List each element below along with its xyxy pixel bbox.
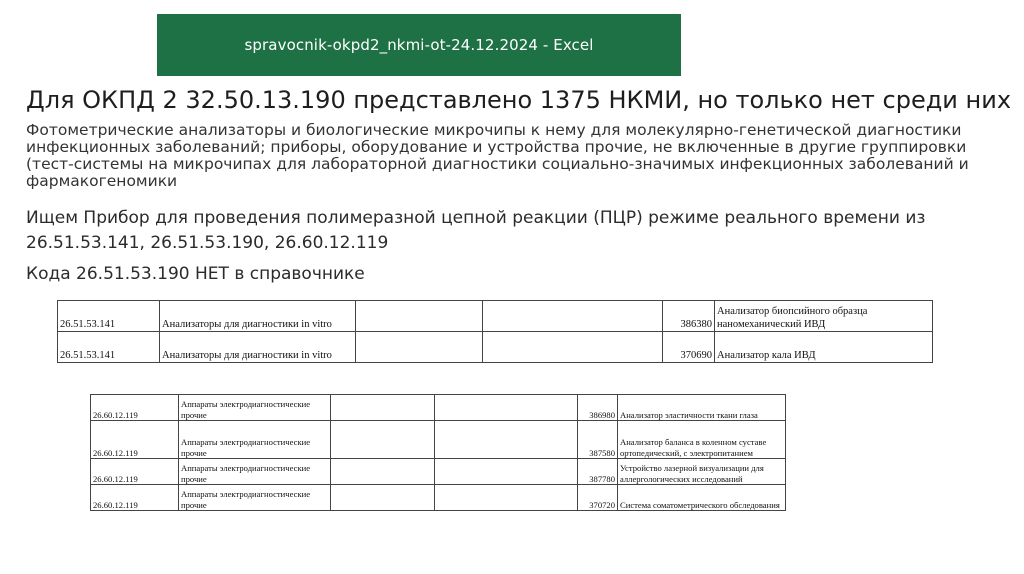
group-cell: Анализаторы для диагностики in vitro	[160, 332, 356, 363]
code-cell: 26.60.12.119	[91, 459, 179, 485]
code-cell: 26.60.12.119	[91, 421, 179, 459]
group-cell: Аппараты электродиагностические прочие	[179, 485, 331, 511]
empty-cell	[331, 395, 435, 421]
table-row	[91, 485, 786, 511]
code-cell: 26.51.53.141	[58, 301, 160, 332]
table-row	[91, 395, 786, 421]
note-paragraph: Кода 26.51.53.190 НЕТ в справочнике	[26, 264, 365, 284]
slide-headline: Для ОКПД 2 32.50.13.190 представлено 1375 НКМИ, но только нет среди них	[26, 86, 1012, 114]
empty-cell	[435, 421, 578, 459]
name-cell: Анализатор баланса в коленном суставе ортопедический, с электропитанием	[618, 421, 786, 459]
group-cell: Аппараты электродиагностические прочие	[179, 459, 331, 485]
id-cell: 387580	[578, 421, 618, 459]
window-title: spravocnik-okpd2_nkmi-ot-24.12.2024 - Excel	[244, 36, 594, 54]
code-cell: 26.60.12.119	[91, 395, 179, 421]
search-paragraph: Ищем Прибор для проведения полимеразной цепной реакции (ПЦР) режиме реального времени из 26.51.53.141, 26.51.53.190, 26.60.12.119	[26, 208, 926, 253]
empty-cell	[483, 301, 663, 332]
spreadsheet-excerpt-1	[57, 300, 933, 363]
id-cell: 370720	[578, 485, 618, 511]
group-cell: Аппараты электродиагностические прочие	[179, 395, 331, 421]
empty-cell	[483, 332, 663, 363]
name-cell: Анализатор эластичности ткани глаза	[618, 395, 786, 421]
code-cell: 26.51.53.141	[58, 332, 160, 363]
okpd-description: Фотометрические анализаторы и биологические микрочипы к нему для молекулярно-генетической диагностики инфекционных заболеваний; приборы, оборудование и устройства прочие, не включенные в другие группировки (тест-системы на микрочипах для лабораторной диагностики социально-значимых инфекционных заболеваний и фармакогеномики	[26, 121, 969, 190]
empty-cell	[331, 485, 435, 511]
empty-cell	[356, 332, 483, 363]
table-row	[58, 301, 933, 332]
id-cell: 387780	[578, 459, 618, 485]
spreadsheet-excerpt-2	[90, 394, 786, 511]
group-cell: Аппараты электродиагностические прочие	[179, 421, 331, 459]
group-cell: Анализаторы для диагностики in vitro	[160, 301, 356, 332]
name-cell: Анализатор кала ИВД	[715, 332, 933, 363]
empty-cell	[356, 301, 483, 332]
name-cell: Анализатор биопсийного образца наномеханический ИВД	[715, 301, 933, 332]
name-cell: Устройство лазерной визуализации для аллергологических исследований	[618, 459, 786, 485]
id-cell: 386380	[663, 301, 715, 332]
empty-cell	[331, 459, 435, 485]
code-cell: 26.60.12.119	[91, 485, 179, 511]
id-cell: 386980	[578, 395, 618, 421]
empty-cell	[331, 421, 435, 459]
table-row	[58, 332, 933, 363]
empty-cell	[435, 485, 578, 511]
empty-cell	[435, 395, 578, 421]
name-cell: Система соматометрического обследования	[618, 485, 786, 511]
excel-title-bar	[157, 14, 681, 76]
table-row	[91, 421, 786, 459]
id-cell: 370690	[663, 332, 715, 363]
empty-cell	[435, 459, 578, 485]
table-row	[91, 459, 786, 485]
